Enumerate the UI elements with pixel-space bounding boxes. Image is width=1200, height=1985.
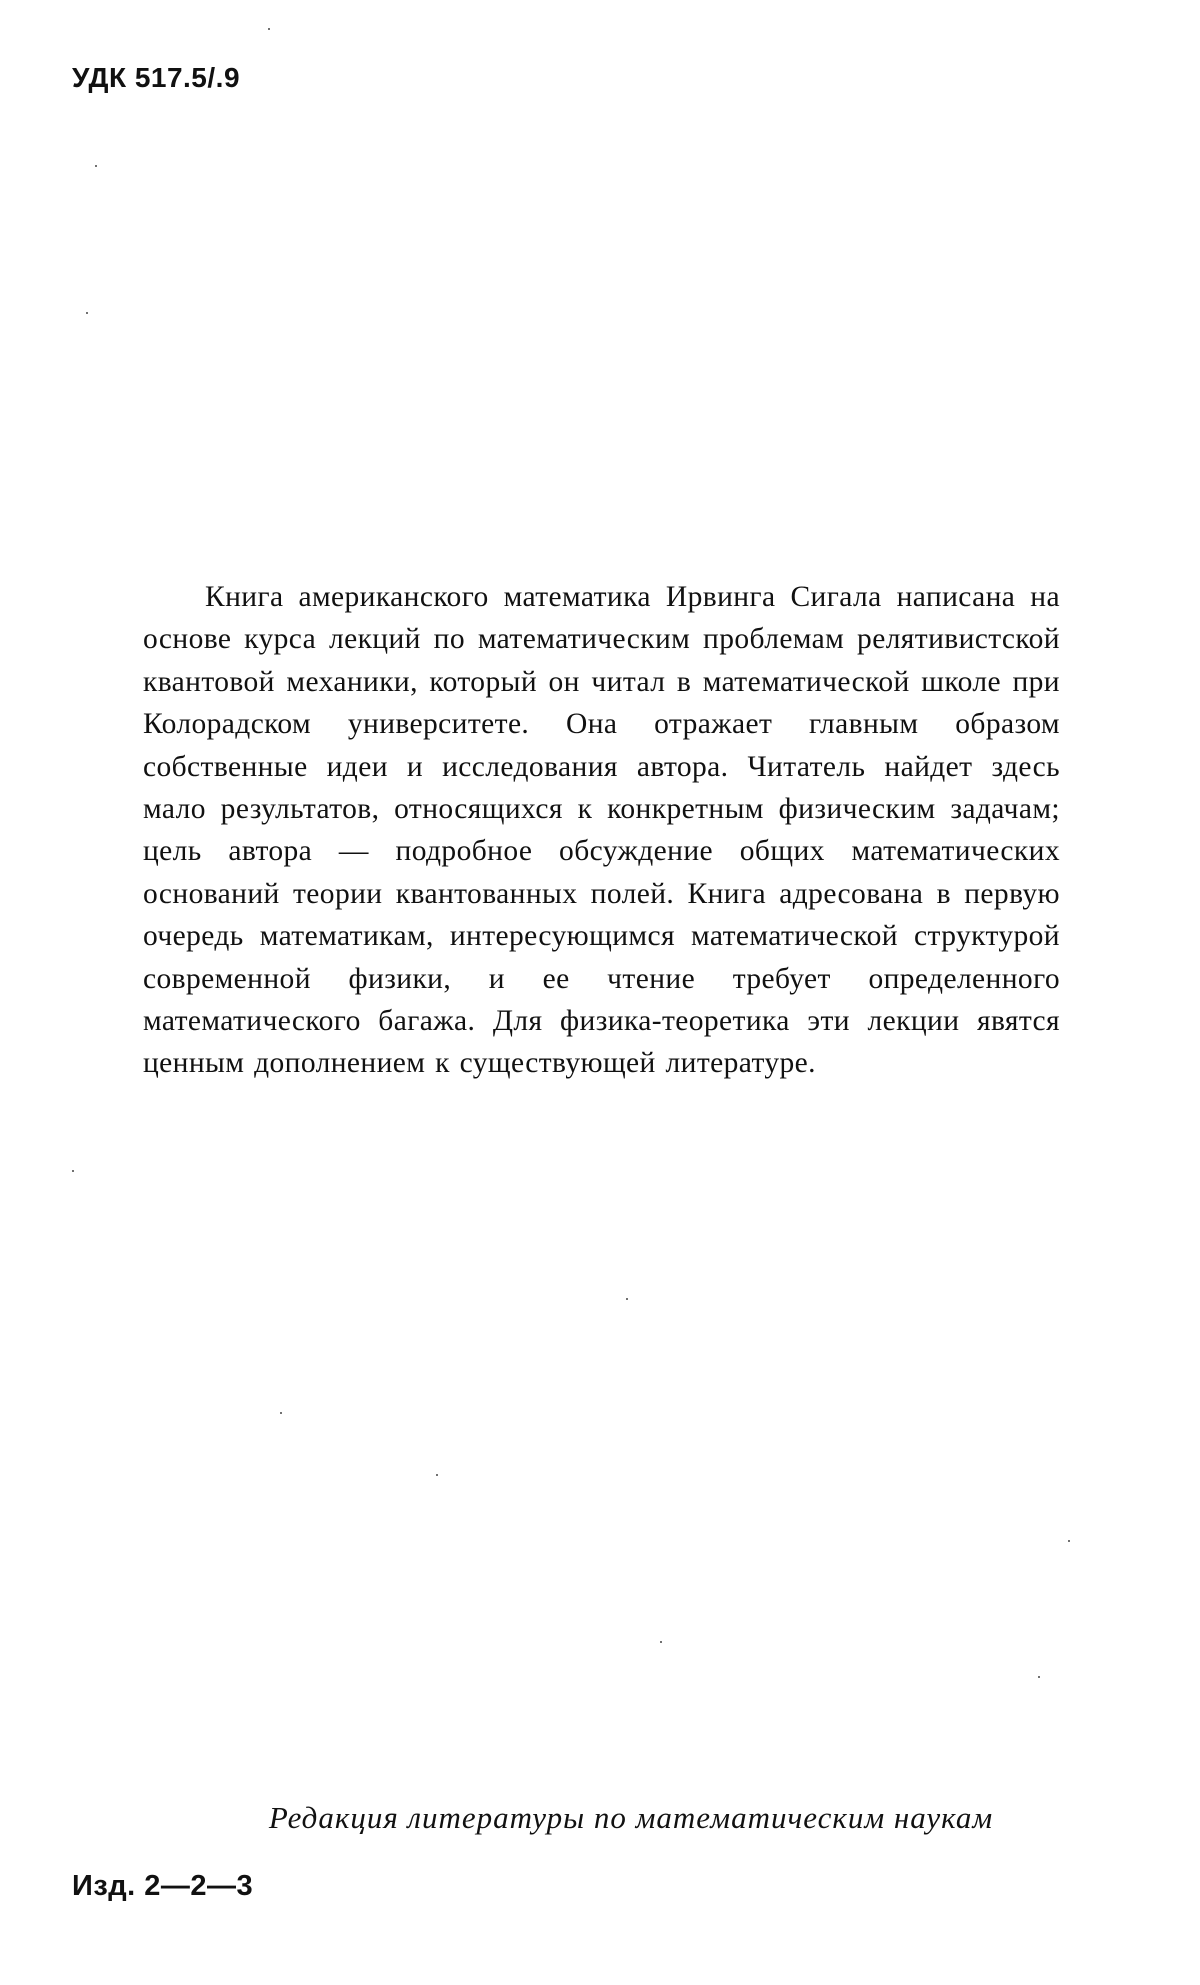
publication-number: Изд. 2—2—3 <box>72 1870 254 1902</box>
scan-speck <box>268 28 270 30</box>
editorial-office-note: Редакция литературы по математическим наукам <box>268 1800 994 1835</box>
scan-speck <box>86 312 88 314</box>
scan-speck <box>436 1474 438 1476</box>
udk-classification: УДК 517.5/.9 <box>72 62 241 93</box>
scan-speck <box>280 1412 282 1414</box>
scan-speck <box>1068 1540 1070 1542</box>
scan-speck <box>72 1170 74 1172</box>
scan-speck <box>660 1641 662 1643</box>
book-annotation: Книга американского математика Ирвинга Сигала написана на основе курса лекций по математическим проблемам релятивистской квантовой механики, который он читал в математической школе при Колорадском университете. Она отражает главным образом собственные идеи и исследования автора. Читатель найдет здесь мало результатов, относящихся к конкретным физическим задачам; цель автора — подробное обсуждение общих математических оснований теории квантованных полей. Книга адресована в первую очередь математикам, интересующимся математической структурой современной физики, и ее чтение требует определенного математического багажа. Для физика-теоретика эти лекции явятся ценным дополнением к существующей литературе. <box>143 581 1060 1080</box>
scan-speck <box>95 165 97 167</box>
scan-speck <box>1038 1676 1040 1678</box>
scan-speck <box>626 1298 628 1300</box>
